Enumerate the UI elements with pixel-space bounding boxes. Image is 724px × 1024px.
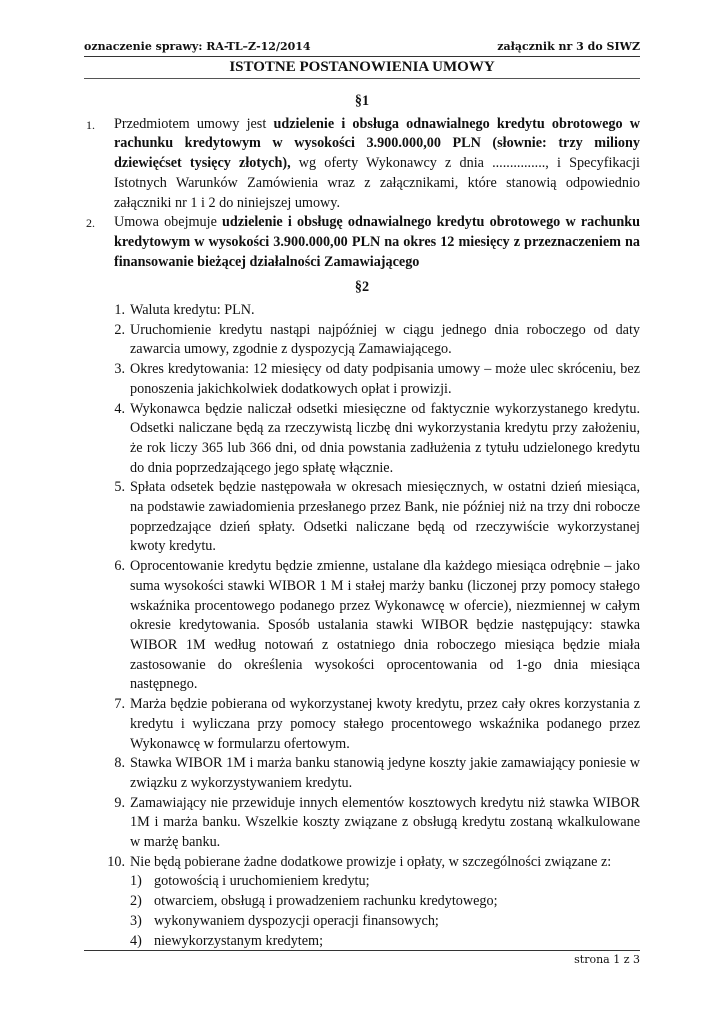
item-text: Przedmiotem umowy jest xyxy=(114,115,274,132)
section-2-item xyxy=(84,853,640,952)
sub-item-number: 3) xyxy=(130,912,142,929)
item-number: 8. xyxy=(114,755,125,772)
item-text: Wykonawca będzie naliczał odsetki miesięczne od faktycznie wykorzystanego kredytu. Odsetki naliczane będą za rzeczywistą liczbę dni wykorzystania kredytu przy założeniu, że rok liczy 365 lub 366 dni, od dnia powstania zadłużenia z tytułu udzielonego kredytu do dnia poprzedzającego jego spłatę włącznie. xyxy=(130,400,640,476)
sub-item xyxy=(130,912,640,932)
item-number: 3. xyxy=(114,361,125,378)
sub-item-number: 4) xyxy=(130,932,142,949)
page-number: strona 1 z 3 xyxy=(574,953,640,966)
section-2-item xyxy=(84,794,640,853)
section-1-item xyxy=(84,213,640,272)
sub-item xyxy=(130,872,640,892)
section-2-item xyxy=(84,478,640,557)
item-number: 7. xyxy=(114,696,125,713)
item-number: 2. xyxy=(86,216,95,231)
item-number: 10. xyxy=(107,853,125,870)
item-text: Waluta kredytu: PLN. xyxy=(130,302,255,319)
footer-divider xyxy=(84,950,640,951)
section-1-item xyxy=(84,115,640,214)
section-2-item xyxy=(84,360,640,399)
case-reference: oznaczenie sprawy: RA-TL–Z-12/2014 xyxy=(84,40,311,53)
section-1-list xyxy=(84,115,640,273)
section-2-item xyxy=(84,695,640,754)
title-divider xyxy=(84,78,640,79)
item-number: 5. xyxy=(114,479,125,496)
item-text: Okres kredytowania: 12 miesięcy od daty podpisania umowy – może ulec skróceniu, bez ponoszenia jakichkolwiek dodatkowych opłat i prowizji. xyxy=(130,361,640,397)
item-text: Umowa obejmuje xyxy=(114,214,223,231)
item-number: 1. xyxy=(86,117,95,132)
section-2-item xyxy=(84,754,640,793)
document-title: ISTOTNE POSTANOWIENIA UMOWY xyxy=(229,59,495,75)
section-2-item xyxy=(84,557,640,695)
item-number: 1. xyxy=(114,302,125,319)
item-text-bold: udzielenie i obsługa odnawialnego kredytu obrotowego w rachunku kredytowym w wysokości 3.900.000,00 PLN (słownie: trzy miliony dziewięćset tysięcy złotych), xyxy=(114,115,640,172)
sub-item xyxy=(130,932,640,952)
sub-item-text: otwarciem, obsługą i prowadzeniem rachunku kredytowego; xyxy=(154,893,498,910)
item-text: Nie będą pobierane żadne dodatkowe prowizje i opłaty, w szczególności związane z: xyxy=(130,853,612,870)
section-1-heading: §1 xyxy=(354,93,370,109)
sub-list xyxy=(130,872,640,951)
item-number: 2. xyxy=(114,321,125,338)
header-divider xyxy=(84,56,640,57)
item-number: 6. xyxy=(114,558,125,575)
section-2-list xyxy=(84,301,640,951)
section-2-item xyxy=(84,301,640,321)
item-number: 4. xyxy=(114,400,125,417)
item-text: Uruchomienie kredytu nastąpi najpóźniej w ciągu jednego dnia roboczego od daty zawarcia umowy, zgodnie z dyspozycją Zamawiającego. xyxy=(130,321,640,358)
item-text: Stawka WIBOR 1M i marża banku stanowią jedyne koszty jakie zamawiający poniesie w związku z wykorzystywaniem kredytu. xyxy=(130,755,640,791)
sub-item-number: 2) xyxy=(130,893,142,910)
item-number: 9. xyxy=(114,794,125,811)
item-text-bold: udzielenie i obsługę odnawialnego kredytu obrotowego w rachunku kredytowym w wysokości 3.900.000,00 PLN na okres 12 miesięcy z przeznaczeniem na finansowanie bieżącej działalności Zamawiającego xyxy=(114,214,640,270)
section-2-item xyxy=(84,400,640,479)
item-text: wg oferty Wykonawcy z dnia ..............., i Specyfikacji Istotnych Warunków Zamówienia wraz z załącznikami, które stanowią odpowiednio załączniki nr 1 i 2 do niniejszej umowy. xyxy=(114,155,640,211)
sub-item-text: gotowością i uruchomieniem kredytu; xyxy=(154,873,370,890)
item-text: Oprocentowanie kredytu będzie zmienne, ustalane dla każdego miesiąca odrębnie – jako suma wysokości stawki WIBOR 1 M i stałej marży banku (liczonej przy pomocy stałego wskaźnika procentowego podanego przez Wykonawcę w ofercie), niezmiennej w całym okresie kredytowania. Sposób ustalania stawki WIBOR będzie następujący: stawka WIBOR 1M według notowań z ostatniego dnia roboczego miesiąca będzie miała zastosowanie do określenia wysokości oprocentowania od 1-go dnia miesiąca następnego. xyxy=(130,558,640,693)
sub-item-text: niewykorzystanym kredytem; xyxy=(154,932,324,949)
page-header xyxy=(84,40,640,56)
sub-item-number: 1) xyxy=(130,873,142,890)
item-text: Marża będzie pobierana od wykorzystanej kwoty kredytu, przez cały okres korzystania z kredytu i wyliczana przy pomocy stałego procentowego wskaźnika podanego przez Wykonawcę w formularzu ofertowym. xyxy=(130,696,640,752)
sub-item-text: wykonywaniem dyspozycji operacji finansowych; xyxy=(154,912,439,929)
attachment-label: załącznik nr 3 do SIWZ xyxy=(497,40,640,53)
item-text: Zamawiający nie przewiduje innych elementów kosztowych kredytu niż stawka WIBOR 1M i marża banku. Wszelkie koszty związane z obsługą kredytu zostaną wkalkulowane w marżę banku. xyxy=(130,794,640,851)
sub-item xyxy=(130,892,640,912)
document-body xyxy=(84,92,640,951)
section-2-item xyxy=(84,321,640,360)
section-2-heading: §2 xyxy=(354,279,370,296)
item-text: Spłata odsetek będzie następowała w okresach miesięcznych, w ostatni dzień miesiąca, na podstawie zawiadomienia przesłanego przez Bank, nie później niż na trzy dni robocze poprzedzające dzień spłaty. Odsetki naliczane będą od rzeczywiście wykorzystanej kwoty kredytu. xyxy=(130,479,640,555)
